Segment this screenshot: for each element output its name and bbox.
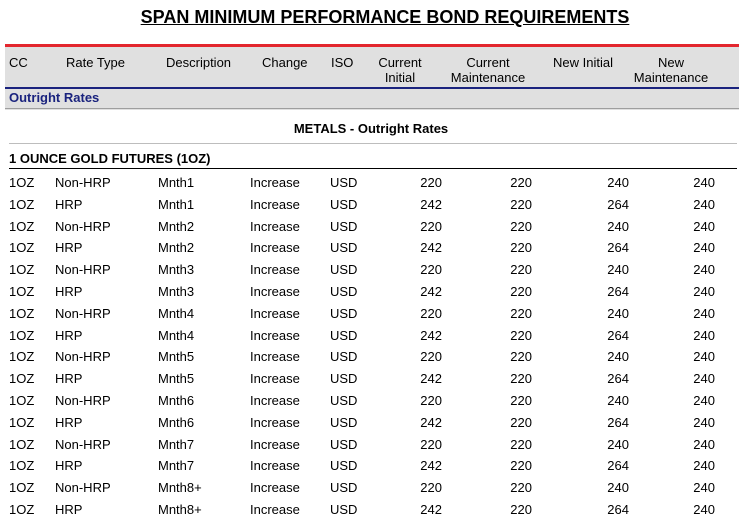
cell-iso: USD [330, 327, 358, 343]
cell-new-maint: 240 [693, 175, 715, 190]
header-divider [5, 87, 739, 89]
cell-cur-init: 220 [420, 305, 442, 321]
data-rows [0, 170, 742, 519]
cell-cur-maint: 220 [510, 175, 532, 190]
cell-cc: 1OZ [9, 175, 35, 190]
table-row [0, 235, 742, 257]
cell-new-maint: 240 [693, 349, 715, 365]
cell-new-init: 240 [607, 262, 629, 278]
cell-change: Increase [250, 196, 300, 212]
cell-change: Increase [250, 305, 300, 321]
col-current-maintenance-line1: Current [466, 55, 510, 70]
cell-description: Mnth4 [158, 305, 195, 321]
cell-cc: 1OZ [9, 305, 35, 321]
cell-iso: USD [330, 305, 358, 321]
cell-change: Increase [250, 283, 300, 299]
page-title: SPAN MINIMUM PERFORMANCE BOND REQUIREMENTS [140, 7, 630, 27]
cell-rate-type: HRP [55, 327, 83, 343]
cell-change: Increase [250, 240, 300, 256]
cell-iso: USD [330, 349, 358, 365]
cell-new-maint: 240 [693, 458, 715, 474]
cell-cc: 1OZ [9, 392, 35, 408]
cell-new-maint: 240 [693, 501, 715, 517]
col-rate-type: Rate Type [66, 55, 126, 70]
cell-new-init: 264 [607, 458, 629, 474]
cell-cur-init: 220 [420, 392, 442, 408]
section-divider [9, 143, 737, 144]
cell-cc: 1OZ [9, 414, 35, 430]
header-bottom-border [5, 108, 739, 109]
cell-new-init: 240 [607, 218, 629, 234]
cell-new-init: 240 [607, 480, 629, 496]
cell-cur-maint: 220 [510, 262, 532, 278]
cell-new-init: 264 [607, 327, 629, 343]
cell-cc: 1OZ [9, 480, 35, 496]
cell-cc: 1OZ [9, 349, 35, 365]
cell-cur-maint: 220 [510, 240, 532, 256]
col-new-maintenance-line1: New [657, 55, 684, 70]
cell-new-init: 240 [607, 436, 629, 452]
cell-cur-init: 220 [420, 349, 442, 365]
table-row [0, 453, 742, 475]
cell-iso: USD [330, 262, 358, 278]
table-row [0, 388, 742, 410]
cell-description: Mnth7 [158, 436, 195, 452]
cell-description: Mnth5 [158, 371, 195, 387]
cell-description: Mnth7 [158, 458, 195, 474]
cell-new-init: 264 [607, 240, 629, 256]
table-row [0, 366, 742, 388]
cell-rate-type: HRP [55, 196, 83, 212]
cell-description: Mnth2 [158, 218, 195, 234]
subheader-outright-rates: Outright Rates [9, 90, 100, 105]
table-row [0, 192, 742, 214]
table-row [0, 170, 742, 192]
cell-rate-type: Non-HRP [55, 218, 111, 234]
cell-cur-init: 242 [420, 371, 442, 387]
cell-iso: USD [330, 283, 358, 299]
cell-cur-maint: 220 [510, 414, 532, 430]
cell-cur-maint: 220 [510, 371, 532, 387]
cell-cur-maint: 220 [510, 480, 532, 496]
cell-cc: 1OZ [9, 436, 35, 452]
cell-rate-type: Non-HRP [55, 175, 111, 190]
cell-description: Mnth3 [158, 262, 195, 278]
cell-iso: USD [330, 480, 358, 496]
cell-new-init: 240 [607, 305, 629, 321]
cell-new-init: 264 [607, 196, 629, 212]
cell-cur-init: 220 [420, 218, 442, 234]
cell-rate-type: Non-HRP [55, 480, 111, 496]
cell-description: Mnth2 [158, 240, 195, 256]
cell-iso: USD [330, 458, 358, 474]
cell-change: Increase [250, 458, 300, 474]
cell-iso: USD [330, 501, 358, 517]
cell-rate-type: HRP [55, 501, 83, 517]
cell-change: Increase [250, 327, 300, 343]
cell-cur-maint: 220 [510, 305, 532, 321]
cell-cc: 1OZ [9, 371, 35, 387]
cell-iso: USD [330, 196, 358, 212]
group-underline [9, 168, 737, 169]
table-header [5, 44, 739, 110]
cell-cur-maint: 220 [510, 283, 532, 299]
cell-cc: 1OZ [9, 240, 35, 256]
cell-change: Increase [250, 480, 300, 496]
cell-cc: 1OZ [9, 501, 35, 517]
cell-change: Increase [250, 436, 300, 452]
cell-new-init: 264 [607, 371, 629, 387]
col-description: Description [166, 55, 232, 70]
cell-iso: USD [330, 414, 358, 430]
cell-new-maint: 240 [693, 371, 715, 387]
cell-cur-init: 242 [420, 240, 442, 256]
col-current-initial [365, 55, 435, 85]
cell-rate-type: Non-HRP [55, 392, 111, 408]
cell-new-init: 240 [607, 349, 629, 365]
cell-cc: 1OZ [9, 262, 35, 278]
cell-cur-init: 242 [420, 196, 442, 212]
cell-new-maint: 240 [693, 436, 715, 452]
cell-cc: 1OZ [9, 283, 35, 299]
cell-iso: USD [330, 175, 358, 190]
cell-change: Increase [250, 262, 300, 278]
table-row [0, 432, 742, 454]
header-accent-line [5, 44, 739, 47]
cell-cur-init: 242 [420, 327, 442, 343]
cell-new-maint: 240 [693, 480, 715, 496]
col-new-initial: New Initial [553, 55, 613, 70]
cell-description: Mnth4 [158, 327, 195, 343]
cell-description: Mnth6 [158, 414, 195, 430]
section-title: METALS - Outright Rates [293, 121, 449, 136]
cell-new-init: 264 [607, 414, 629, 430]
cell-rate-type: Non-HRP [55, 436, 111, 452]
col-new-maintenance [627, 55, 715, 85]
cell-new-maint: 240 [693, 414, 715, 430]
cell-new-maint: 240 [693, 327, 715, 343]
cell-change: Increase [250, 501, 300, 517]
cell-change: Increase [250, 414, 300, 430]
col-current-maintenance-line2: Maintenance [450, 70, 526, 85]
cell-cur-maint: 220 [510, 458, 532, 474]
cell-change: Increase [250, 349, 300, 365]
cell-cc: 1OZ [9, 218, 35, 234]
cell-cur-init: 242 [420, 501, 442, 517]
cell-description: Mnth1 [158, 196, 195, 212]
cell-cur-maint: 220 [510, 501, 532, 517]
col-change: Change [262, 55, 308, 70]
cell-new-maint: 240 [693, 218, 715, 234]
cell-cur-init: 242 [420, 458, 442, 474]
cell-new-maint: 240 [693, 196, 715, 212]
table-row [0, 301, 742, 323]
cell-new-maint: 240 [693, 392, 715, 408]
cell-cur-maint: 220 [510, 349, 532, 365]
cell-iso: USD [330, 436, 358, 452]
cell-new-maint: 240 [693, 283, 715, 299]
cell-cur-maint: 220 [510, 218, 532, 234]
table-row [0, 279, 742, 301]
col-iso: ISO [331, 55, 354, 70]
col-current-initial-line1: Current [378, 55, 422, 70]
cell-description: Mnth3 [158, 283, 195, 299]
cell-cur-init: 220 [420, 175, 442, 190]
cell-rate-type: Non-HRP [55, 262, 111, 278]
cell-description: Mnth6 [158, 392, 195, 408]
cell-change: Increase [250, 371, 300, 387]
cell-rate-type: HRP [55, 240, 83, 256]
col-current-maintenance [445, 55, 531, 85]
cell-cur-maint: 220 [510, 436, 532, 452]
table-row [0, 497, 742, 519]
cell-iso: USD [330, 392, 358, 408]
cell-new-init: 264 [607, 501, 629, 517]
cell-cur-init: 220 [420, 480, 442, 496]
cell-description: Mnth8+ [158, 480, 202, 496]
cell-new-init: 240 [607, 175, 629, 190]
cell-new-maint: 240 [693, 262, 715, 278]
cell-cc: 1OZ [9, 196, 35, 212]
table-row [0, 214, 742, 236]
cell-new-maint: 240 [693, 240, 715, 256]
cell-cur-maint: 220 [510, 392, 532, 408]
table-row [0, 475, 742, 497]
cell-rate-type: HRP [55, 414, 83, 430]
cell-iso: USD [330, 218, 358, 234]
cell-cc: 1OZ [9, 327, 35, 343]
group-title: 1 OUNCE GOLD FUTURES (1OZ) [9, 151, 211, 166]
table-row [0, 257, 742, 279]
cell-description: Mnth5 [158, 349, 195, 365]
cell-description: Mnth1 [158, 175, 195, 190]
table-row [0, 323, 742, 345]
cell-rate-type: HRP [55, 283, 83, 299]
cell-change: Increase [250, 175, 300, 190]
cell-iso: USD [330, 371, 358, 387]
table-row [0, 344, 742, 366]
cell-change: Increase [250, 392, 300, 408]
cell-cur-maint: 220 [510, 327, 532, 343]
cell-cur-maint: 220 [510, 196, 532, 212]
cell-rate-type: HRP [55, 458, 83, 474]
cell-change: Increase [250, 218, 300, 234]
cell-iso: USD [330, 240, 358, 256]
cell-cc: 1OZ [9, 458, 35, 474]
cell-rate-type: HRP [55, 371, 83, 387]
col-cc: CC [9, 55, 28, 70]
table-row [0, 410, 742, 432]
cell-description: Mnth8+ [158, 501, 202, 517]
cell-cur-init: 242 [420, 414, 442, 430]
col-current-initial-line2: Initial [384, 70, 416, 85]
cell-cur-init: 220 [420, 436, 442, 452]
col-new-maintenance-line2: Maintenance [633, 70, 709, 85]
cell-new-init: 240 [607, 392, 629, 408]
cell-cur-init: 242 [420, 283, 442, 299]
cell-rate-type: Non-HRP [55, 349, 111, 365]
cell-cur-init: 220 [420, 262, 442, 278]
cell-new-maint: 240 [693, 305, 715, 321]
cell-rate-type: Non-HRP [55, 305, 111, 321]
cell-new-init: 264 [607, 283, 629, 299]
